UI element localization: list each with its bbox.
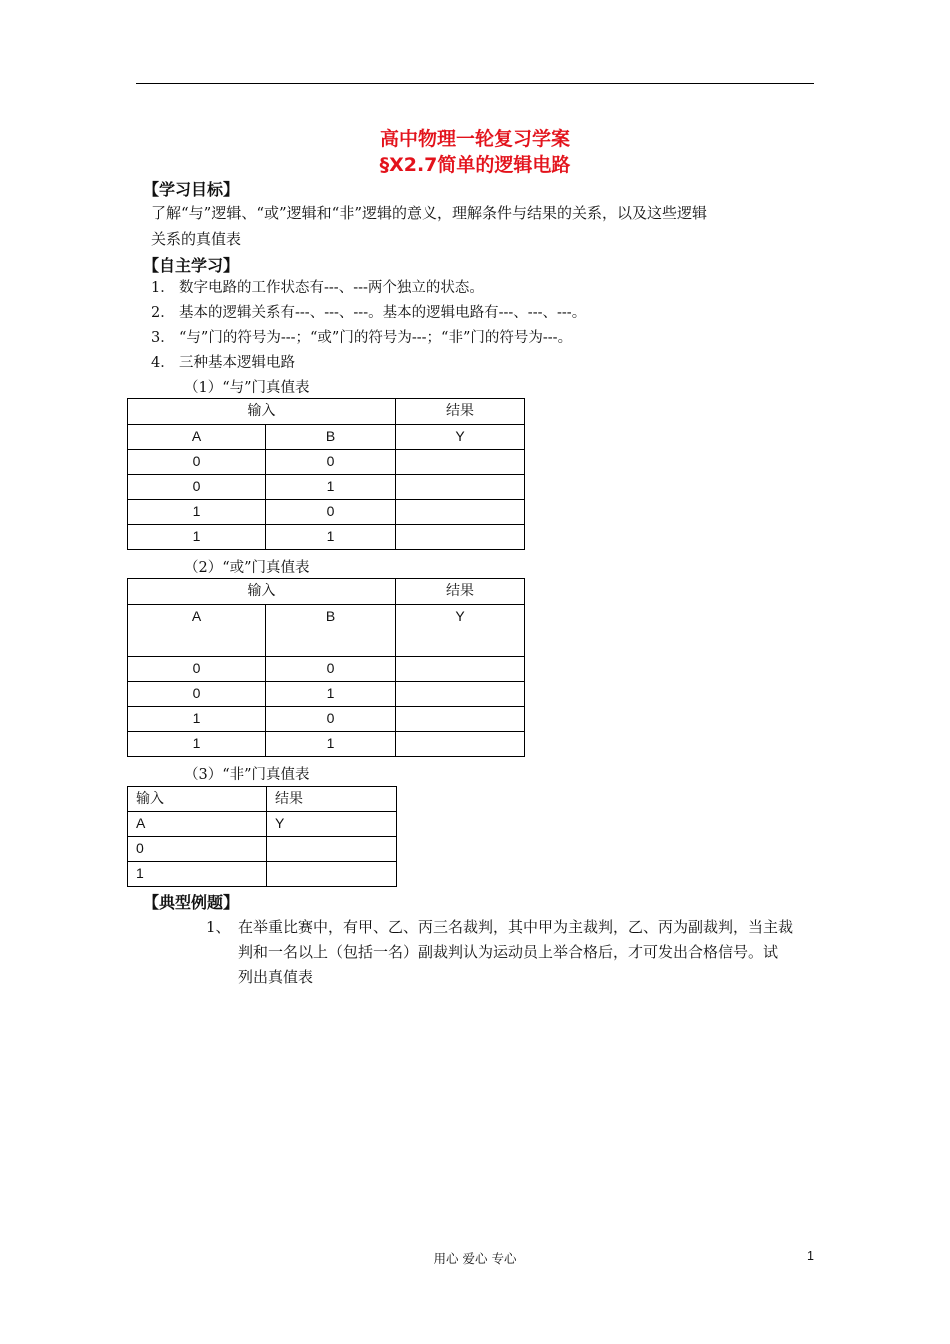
header-rule xyxy=(136,83,814,84)
table-cell: 0 xyxy=(266,450,396,475)
table-row xyxy=(128,500,525,525)
table-cell xyxy=(396,500,525,525)
and-truth-table xyxy=(127,398,525,550)
not-table-caption: （3）“非”门真值表 xyxy=(184,767,310,783)
col-input-header: 输入 xyxy=(128,399,396,425)
header-a: A xyxy=(128,425,266,450)
col-input-header: 输入 xyxy=(128,787,267,812)
table-cell: 1 xyxy=(128,732,266,757)
list-item xyxy=(151,276,484,297)
or-table-caption: （2）“或”门真值表 xyxy=(184,560,310,576)
table-row xyxy=(128,657,525,682)
table-cell xyxy=(267,837,397,862)
table-cell xyxy=(396,707,525,732)
list-item-number: 3． xyxy=(151,330,175,346)
list-item xyxy=(151,326,572,347)
list-item-number: 4． xyxy=(151,355,175,371)
table-cell xyxy=(396,732,525,757)
table-cell: 1 xyxy=(128,862,267,887)
table-cell: 1 xyxy=(266,525,396,550)
table-cell xyxy=(396,450,525,475)
list-item-text: 数字电路的工作状态有---、---两个独立的状态。 xyxy=(179,280,484,296)
page-number: 1 xyxy=(807,1249,814,1263)
examples-heading: 【典型例题】 xyxy=(143,893,240,912)
page-title: 高中物理一轮复习学案 xyxy=(379,128,570,150)
list-item-text: 三种基本逻辑电路 xyxy=(179,355,295,371)
example-line: 判和一名以上（包括一名）副裁判认为运动员上举合格后，才可发出合格信号。试 xyxy=(238,943,779,961)
table-cell: 1 xyxy=(266,732,396,757)
table-cell: 0 xyxy=(128,682,266,707)
page-subtitle: §X2.7简单的逻辑电路 xyxy=(379,154,571,176)
table-cell: 0 xyxy=(128,450,266,475)
header-b: B xyxy=(266,605,396,657)
footer-text: 用心 爱心 专心 xyxy=(433,1251,517,1266)
table-row xyxy=(128,525,525,550)
header-a: A xyxy=(128,812,267,837)
or-truth-table xyxy=(127,578,525,757)
table-cell: 0 xyxy=(266,657,396,682)
example-line: 在举重比赛中，有甲、乙、丙三名裁判，其中甲为主裁判，乙、丙为副裁判，当主裁 xyxy=(238,918,794,936)
table-cell: 1 xyxy=(128,707,266,732)
header-y: Y xyxy=(396,425,525,450)
example-item xyxy=(206,915,818,990)
table-row xyxy=(128,732,525,757)
table-cell: 1 xyxy=(128,525,266,550)
table-cell: 0 xyxy=(128,657,266,682)
list-item xyxy=(151,351,295,372)
list-item-text: “与”门的符号为---；“或”门的符号为---；“非”门的符号为---。 xyxy=(179,330,573,346)
table-cell xyxy=(267,862,397,887)
header-b: B xyxy=(266,425,396,450)
example-number: 1、 xyxy=(206,918,231,936)
table-cell xyxy=(396,657,525,682)
and-table-caption: （1）“与”门真值表 xyxy=(184,380,310,396)
goal-text-line1: 了解“与”逻辑、“或”逻辑和“非”逻辑的意义，理解条件与结果的关系，以及这些逻辑 xyxy=(151,204,708,222)
list-item-number: 1． xyxy=(151,280,175,296)
table-row xyxy=(128,475,525,500)
table-row xyxy=(128,862,397,887)
table-cell: 1 xyxy=(266,475,396,500)
table-cell: 1 xyxy=(128,500,266,525)
header-y: Y xyxy=(267,812,397,837)
self-study-heading: 【自主学习】 xyxy=(143,256,240,275)
goal-heading: 【学习目标】 xyxy=(143,180,240,199)
goal-text-line2: 关系的真值表 xyxy=(151,230,242,248)
col-input-header: 输入 xyxy=(128,579,396,605)
example-line: 列出真值表 xyxy=(238,968,314,986)
table-cell xyxy=(396,682,525,707)
list-item-text: 基本的逻辑关系有---、---、---。基本的逻辑电路有---、---、---。 xyxy=(179,305,587,321)
col-result-header: 结果 xyxy=(396,399,525,425)
list-item-number: 2． xyxy=(151,305,175,321)
table-row xyxy=(128,450,525,475)
header-a: A xyxy=(128,605,266,657)
table-cell: 0 xyxy=(266,500,396,525)
table-cell: 1 xyxy=(266,682,396,707)
table-row xyxy=(128,837,397,862)
col-result-header: 结果 xyxy=(267,787,397,812)
col-result-header: 结果 xyxy=(396,579,525,605)
table-cell: 0 xyxy=(266,707,396,732)
not-truth-table xyxy=(127,786,397,887)
table-row xyxy=(128,682,525,707)
list-item xyxy=(151,301,586,322)
table-cell: 0 xyxy=(128,837,267,862)
table-cell: 0 xyxy=(128,475,266,500)
table-cell xyxy=(396,475,525,500)
table-cell xyxy=(396,525,525,550)
header-y: Y xyxy=(396,605,525,657)
table-row xyxy=(128,707,525,732)
